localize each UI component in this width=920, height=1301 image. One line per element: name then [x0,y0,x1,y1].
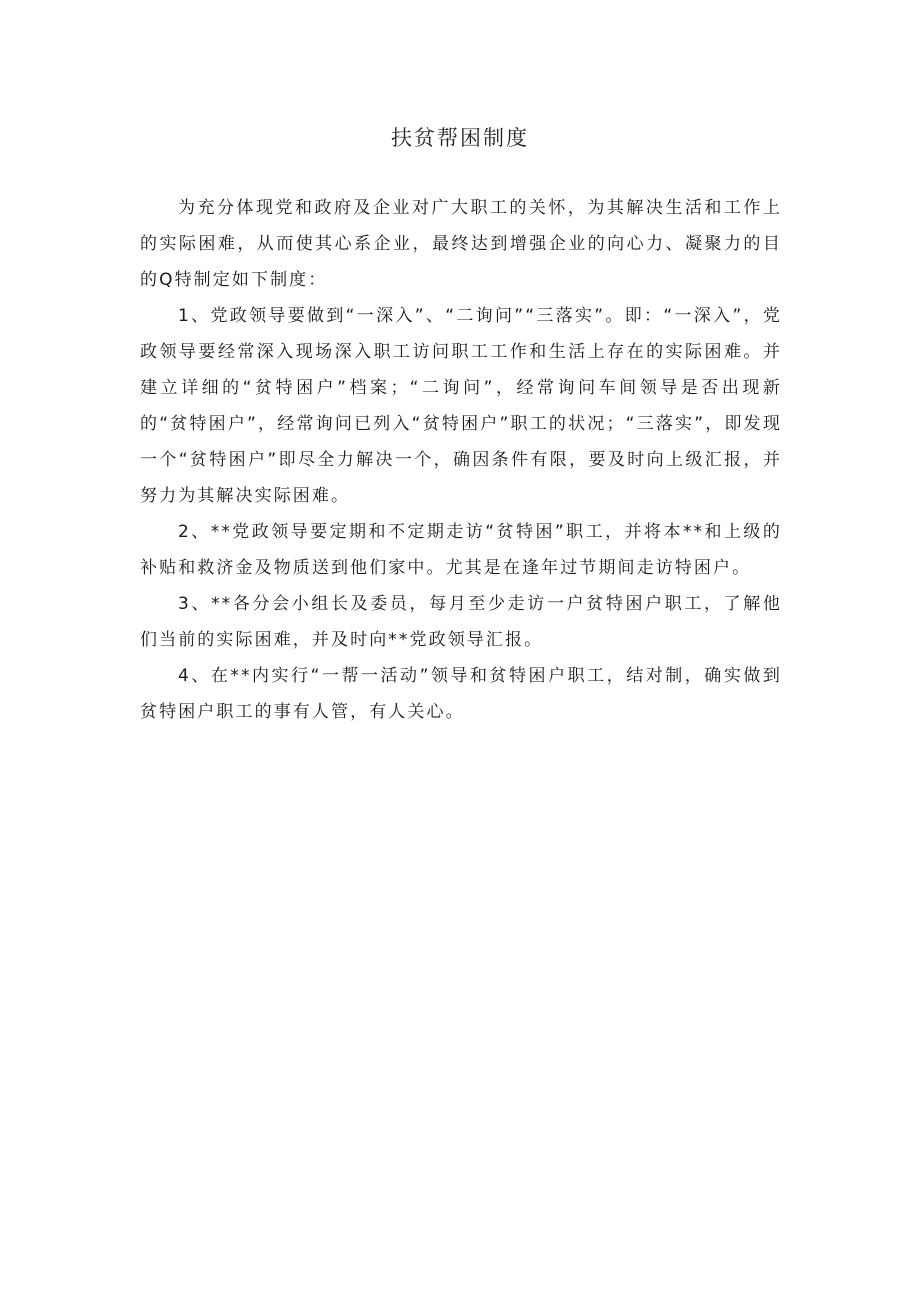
rule-2-paragraph: 2、**党政领导要定期和不定期走访“贫特困”职工，并将本**和上级的补贴和救济金及物质送到他们家中。尤其是在逢年过节期间走访特困户。 [140,522,782,578]
document-body [140,190,782,730]
rule-3-paragraph: 3、**各分会小组长及委员，每月至少走访一户贫特困户职工，了解他们当前的实际困难，并及时向**党政领导汇报。 [140,594,782,650]
rule-1-paragraph: 1、党政领导要做到“一深入”、“二询问”“三落实”。即：“一深入”，党政领导要经常深入现场深入职工访问职工工作和生活上存在的实际困难。并建立详细的“贫特困户”档案；“二询问”，经常询问车间领导是否出现新的“贫特困户”，经常询问已列入“贫特困户”职工的状况；“三落实”，即发现一个“贫特困户”即尽全力解决一个，确因条件有限，要及时向上级汇报，并努力为其解决实际困难。 [140,306,782,506]
intro-paragraph: 为充分体现党和政府及企业对广大职工的关怀，为其解决生活和工作上的实际困难，从而使其心系企业，最终达到增强企业的向心力、凝聚力的目的Q特制定如下制度： [140,198,782,290]
rule-4-paragraph: 4、在**内实行“一帮一活动”领导和贫特困户职工，结对制，确实做到贫特困户职工的事有人管，有人关心。 [140,666,782,722]
document-title: 扶贫帮困制度 [391,126,529,150]
